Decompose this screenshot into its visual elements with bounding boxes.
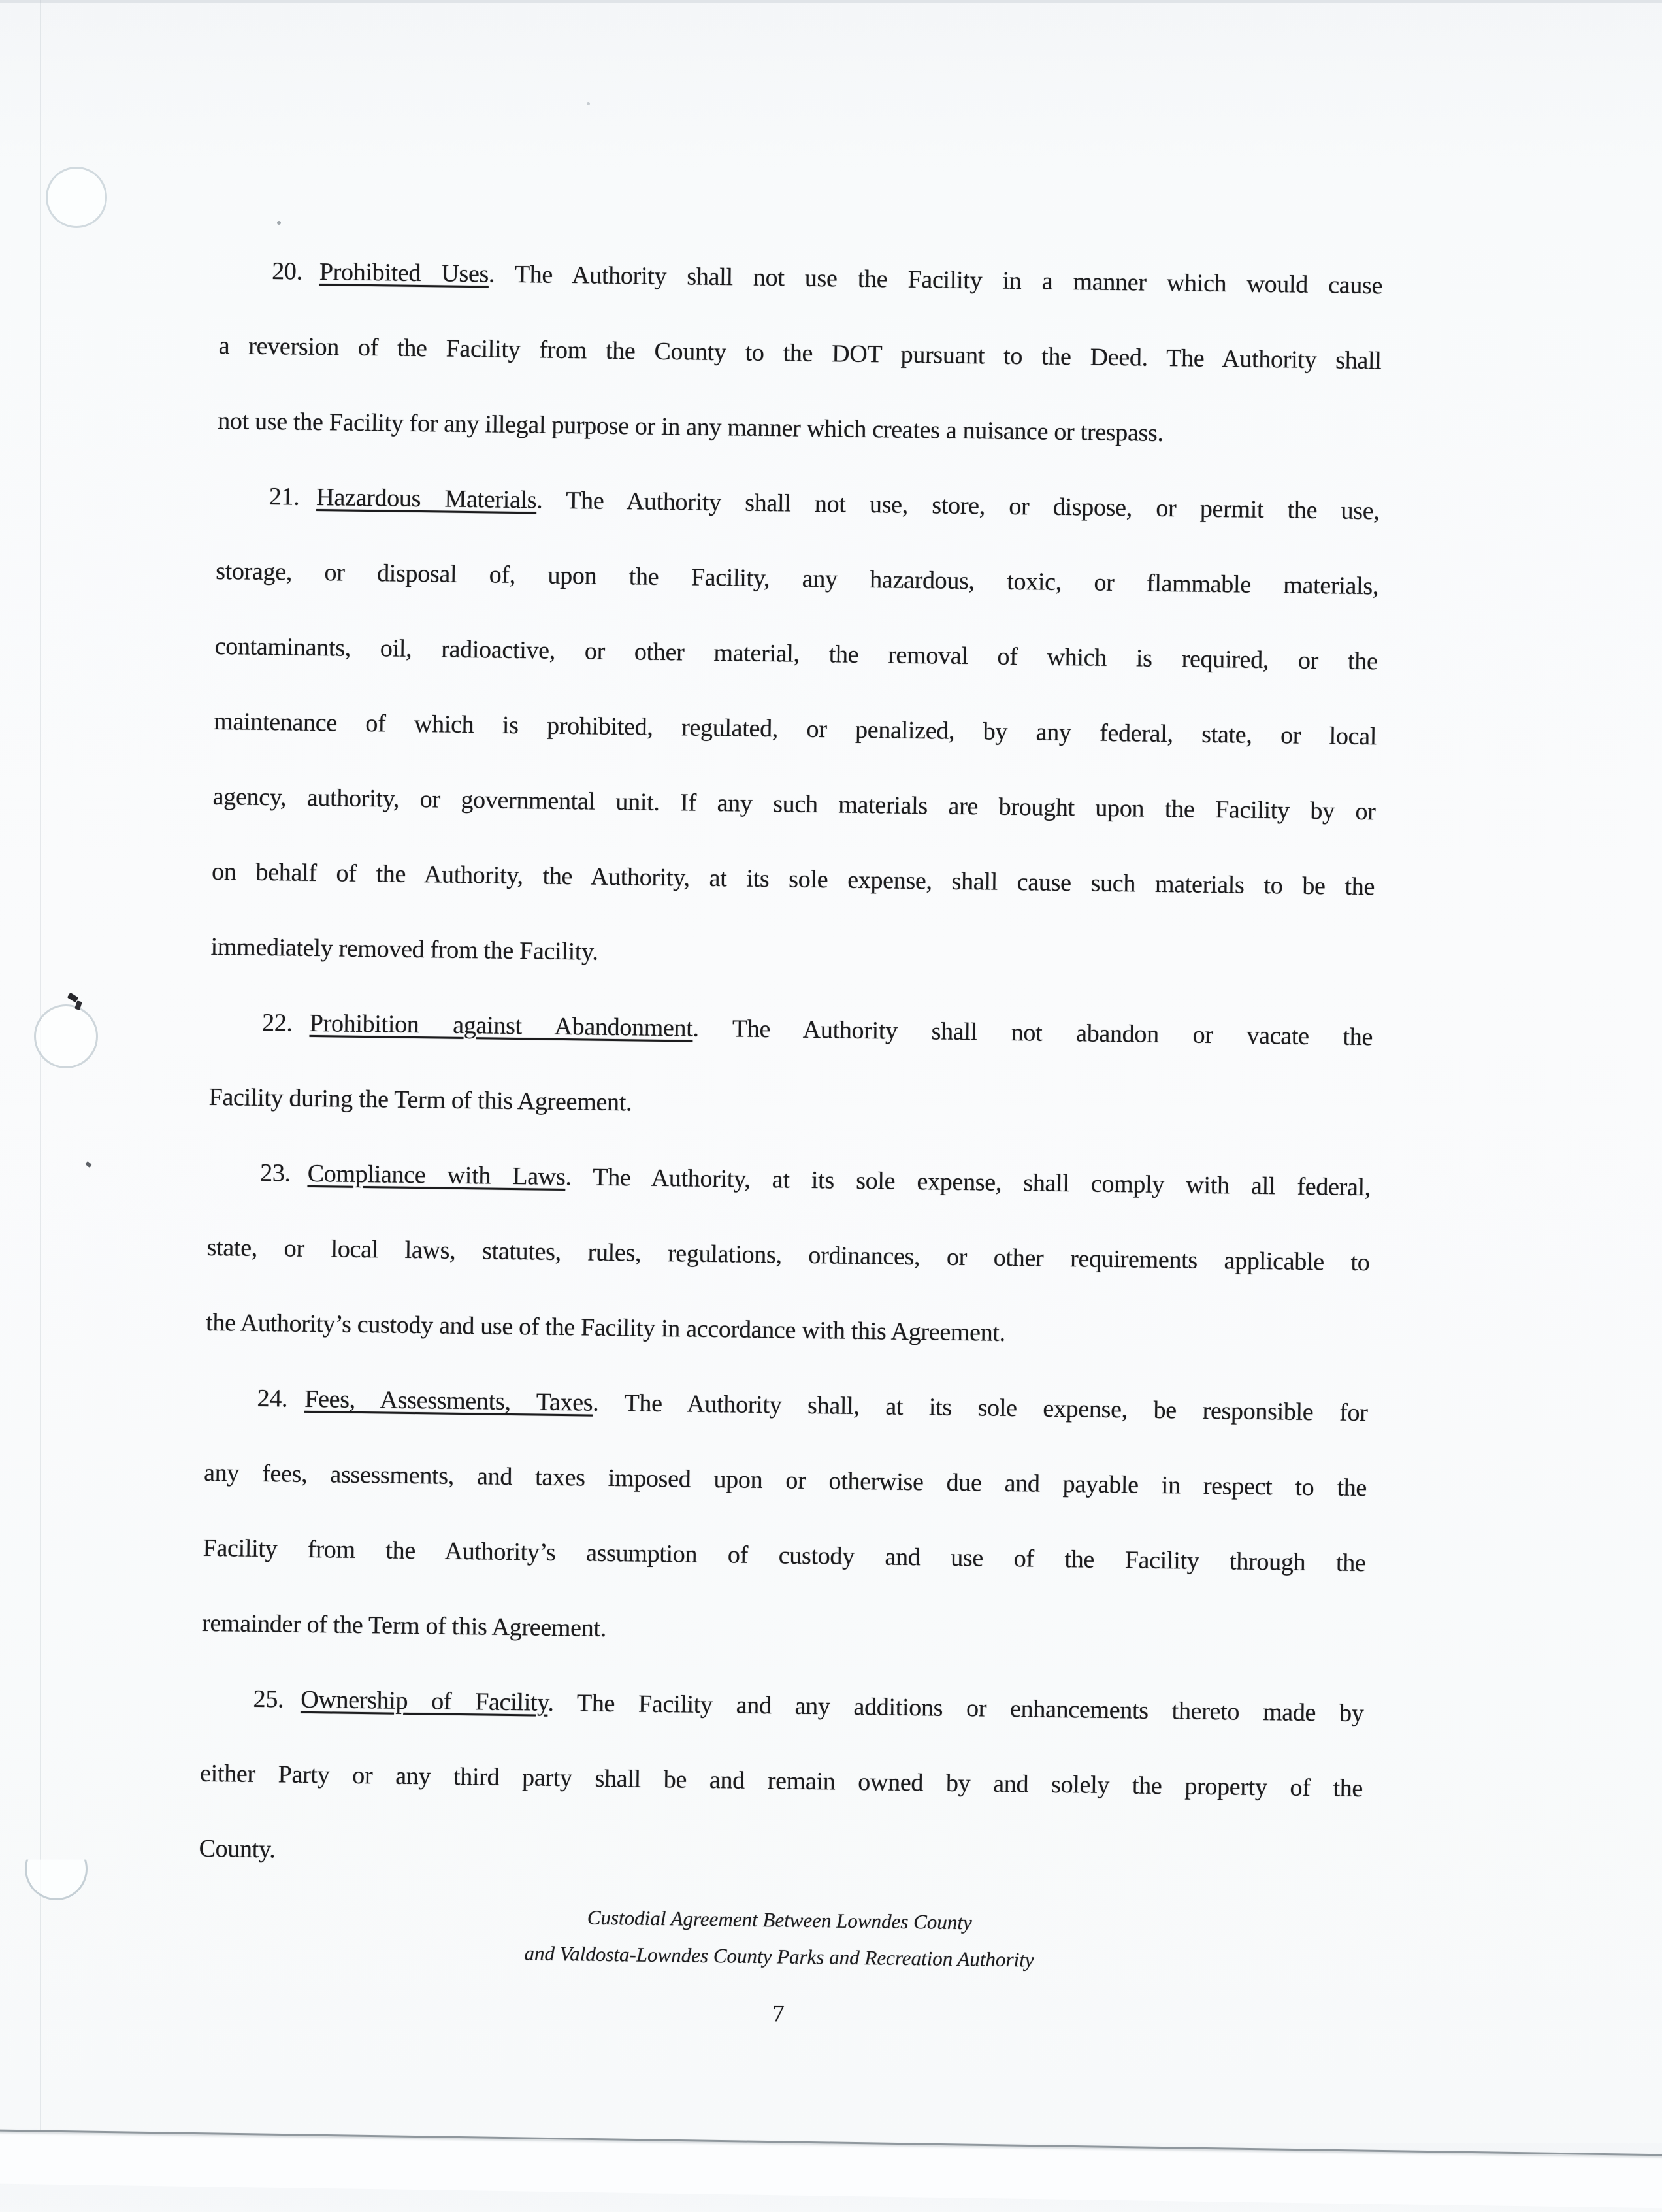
hole-punch-mark	[46, 167, 107, 228]
paragraph-separator: .	[488, 260, 515, 288]
paragraph-heading: Prohibition against Abandonment	[309, 1009, 693, 1042]
ink-speck	[277, 221, 281, 225]
paragraph-separator: .	[547, 1689, 578, 1717]
paragraph-line: not use the Facility for any illegal purpose or in any manner which creates a nuisance or trespass.	[217, 406, 1164, 447]
paragraph-line: any fees, assessments, and taxes imposed upon or otherwise due and payable in respect to the	[203, 1459, 1367, 1502]
paragraph-heading: Fees, Assessments, Taxes	[304, 1385, 593, 1417]
paragraph-line: contaminants, oil, radioactive, or other material, the removal of which is required, or the	[214, 632, 1378, 676]
scanner-top-edge	[0, 0, 1662, 3]
scan-crease-line	[40, 0, 41, 2143]
paragraph-number: 21.	[269, 483, 300, 511]
ink-speck	[85, 1161, 92, 1168]
paragraph-heading: Hazardous Materials	[316, 483, 537, 514]
paragraph-text: The Facility and any additions or enhancements thereto made by	[576, 1689, 1364, 1728]
paragraph-text: The Authority shall not abandon or vacate the	[732, 1015, 1373, 1051]
paragraph-line: immediately removed from the Facility.	[210, 933, 598, 966]
paragraph-line: the Authority’s custody and use of the Facility in accordance with this Agreement.	[205, 1308, 1006, 1347]
paragraph-number: 20.	[271, 257, 303, 286]
paragraph-number: 22.	[261, 1008, 293, 1037]
paragraph-separator: .	[565, 1163, 593, 1191]
hole-punch-mark	[34, 1004, 98, 1068]
paragraph-text: The Authority shall, at its sole expense, be responsible for	[624, 1389, 1368, 1427]
paragraph-separator: .	[536, 486, 566, 514]
paragraph-line: agency, authority, or governmental unit. If any such materials are brought upon the Facility by or	[212, 782, 1376, 826]
paragraph-line: Facility during the Term of this Agreement.	[208, 1083, 632, 1117]
paragraph-heading: Compliance with Laws	[307, 1159, 566, 1191]
paragraph-line: maintenance of which is prohibited, regulated, or penalized, by any federal, state, or local	[213, 707, 1377, 751]
paragraph-line: state, or local laws, statutes, rules, regulations, ordinances, or other requirements applicable to	[206, 1233, 1370, 1277]
paragraph-number: 24.	[257, 1384, 288, 1413]
paragraph-separator: .	[593, 1389, 625, 1417]
page-number: 7	[772, 2000, 785, 2028]
paragraph-separator: .	[692, 1014, 733, 1043]
paragraph-line: remainder of the Term of this Agreement.	[201, 1609, 607, 1642]
paragraph-heading: Prohibited Uses	[319, 257, 489, 288]
paragraph-text: The Authority shall not use the Facility in a manner which would cause	[514, 260, 1383, 300]
document-text-block	[196, 233, 1383, 2098]
paragraph-text: The Authority, at its sole expense, shall comply with all federal,	[593, 1163, 1371, 1202]
paragraph-number: 25.	[253, 1685, 284, 1713]
hole-punch-mark	[25, 1838, 88, 1900]
paragraph-text: The Authority shall not use, store, or dispose, or permit the use,	[565, 486, 1380, 525]
paragraph-number: 23.	[259, 1159, 291, 1187]
ink-speck	[587, 102, 590, 105]
paragraph-line: County.	[199, 1834, 276, 1864]
paragraph-line: a reversion of the Facility from the County to the DOT pursuant to the Deed. The Authority shall	[218, 331, 1382, 375]
paragraph-line: Facility from the Authority’s assumption of custody and use of the Facility through the	[203, 1534, 1366, 1577]
paragraph-line: either Party or any third party shall be and remain owned by and solely the property of the	[199, 1759, 1363, 1803]
document-footer	[197, 1894, 1361, 1983]
paragraph-heading: Ownership of Facility	[300, 1685, 548, 1717]
paragraph-line: on behalf of the Authority, the Authority, at its sole expense, shall cause such materials to be the	[211, 857, 1375, 901]
footer-title-line-1: Custodial Agreement Between Lowndes County	[587, 1906, 972, 1934]
paragraph-line: storage, or disposal of, upon the Facility, any hazardous, toxic, or flammable materials,	[215, 557, 1379, 601]
footer-title-line-2: and Valdosta-Lowndes County Parks and Recreation Authority	[524, 1941, 1034, 1972]
document-body	[199, 233, 1383, 1902]
